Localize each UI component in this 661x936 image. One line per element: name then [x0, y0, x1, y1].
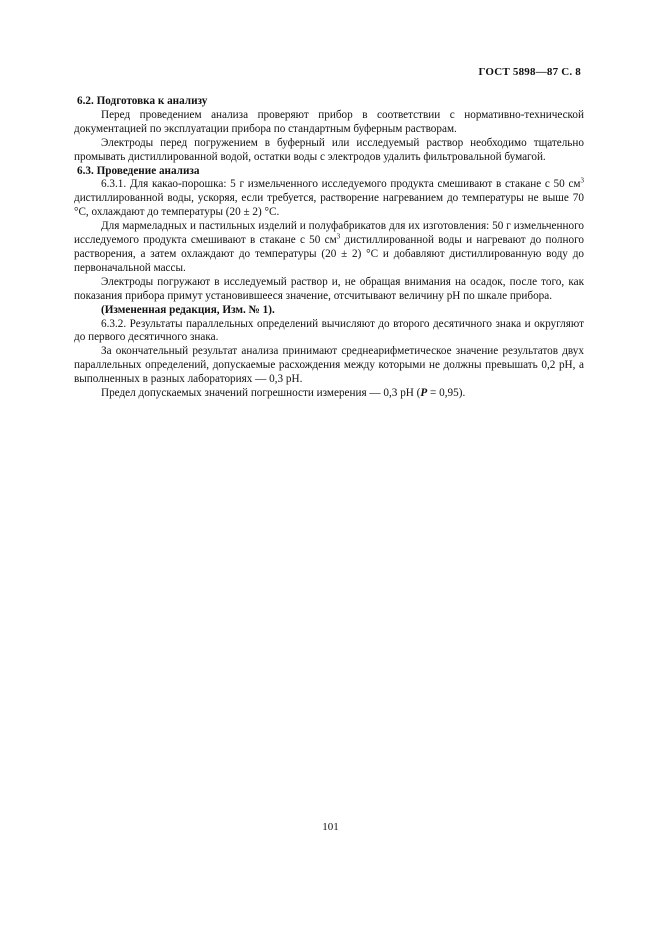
paragraph-final-result: За окончательный результат анализа принимают среднеарифметическое значение результатов двух параллельных определений, допускаемые расхождения между которыми не должны превышать 0,2 рН, а выполненных в разных лабораториях — 0,3 рН. [74, 345, 584, 386]
paragraph-electrode-rinse: Электроды перед погружением в буферный или исследуемый раствор необходимо тщательно промывать дистиллированной водой, остатки воды с электродов удалить фильтровальной бумагой. [74, 136, 584, 163]
paragraph-6-3-1-part-b: дистиллированной воды, ускоряя, если требуется, растворение нагреванием до температуры не выше 70 °С, охлаждают до температуры (20 ± 2) °С. [74, 192, 584, 219]
document-body [74, 95, 584, 401]
amendment-note: (Измененная редакция, Изм. № 1). [101, 303, 275, 316]
section-heading-6-2: 6.2. Подготовка к анализу [77, 95, 208, 107]
section-heading-6-3: 6.3. Проведение анализа [77, 164, 200, 177]
error-limit-part-a: Предел допускаемых значений погрешности измерения — 0,3 рН ( [101, 387, 421, 400]
error-limit-part-b: = 0,95). [427, 387, 466, 400]
paragraph-error-limit [74, 387, 584, 401]
superscript-cube: 3 [336, 232, 341, 241]
paragraph-device-check: Перед проведением анализа проверяют прибор в соответствии с нормативно-технической документацией по эксплуатации прибора по стандартным буферным растворам. [74, 108, 584, 135]
probability-symbol: Р [420, 387, 428, 400]
paragraph-marmalade-part-a: Для мармеладных и пастильных изделий и полуфабрикатов для их изготовления: 50 г измельченного исследуемого продукта смешивают в стакане с 50 см [74, 220, 584, 247]
paragraph-6-3-2: 6.3.2. Результаты параллельных определений вычисляют до второго десятичного знака и округляют до первого десятичного знака. [74, 317, 584, 344]
superscript-cube: 3 [580, 176, 584, 185]
paragraph-electrodes-measure: Электроды погружают в исследуемый раствор и, не обращая внимания на осадок, после того, как показания прибора примут установившееся значение, отсчитывают величину рН по шкале прибора. [74, 275, 584, 302]
paragraph-6-3-1 [74, 178, 584, 220]
page-number: 101 [322, 821, 339, 833]
paragraph-6-3-1-part-a: 6.3.1. Для какао-порошка: 5 г измельченного исследуемого продукта смешивают в стакане с 50 см [101, 178, 581, 191]
running-header: ГОСТ 5898—87 С. 8 [478, 66, 581, 78]
paragraph-marmalade-part-b: дистиллированной воды и нагревают до полного растворения, а затем охлаждают до температуры (20 ± 2) °С и добавляют дистиллированную воду до первоначальной массы. [74, 234, 584, 274]
paragraph-marmalade [74, 220, 584, 276]
